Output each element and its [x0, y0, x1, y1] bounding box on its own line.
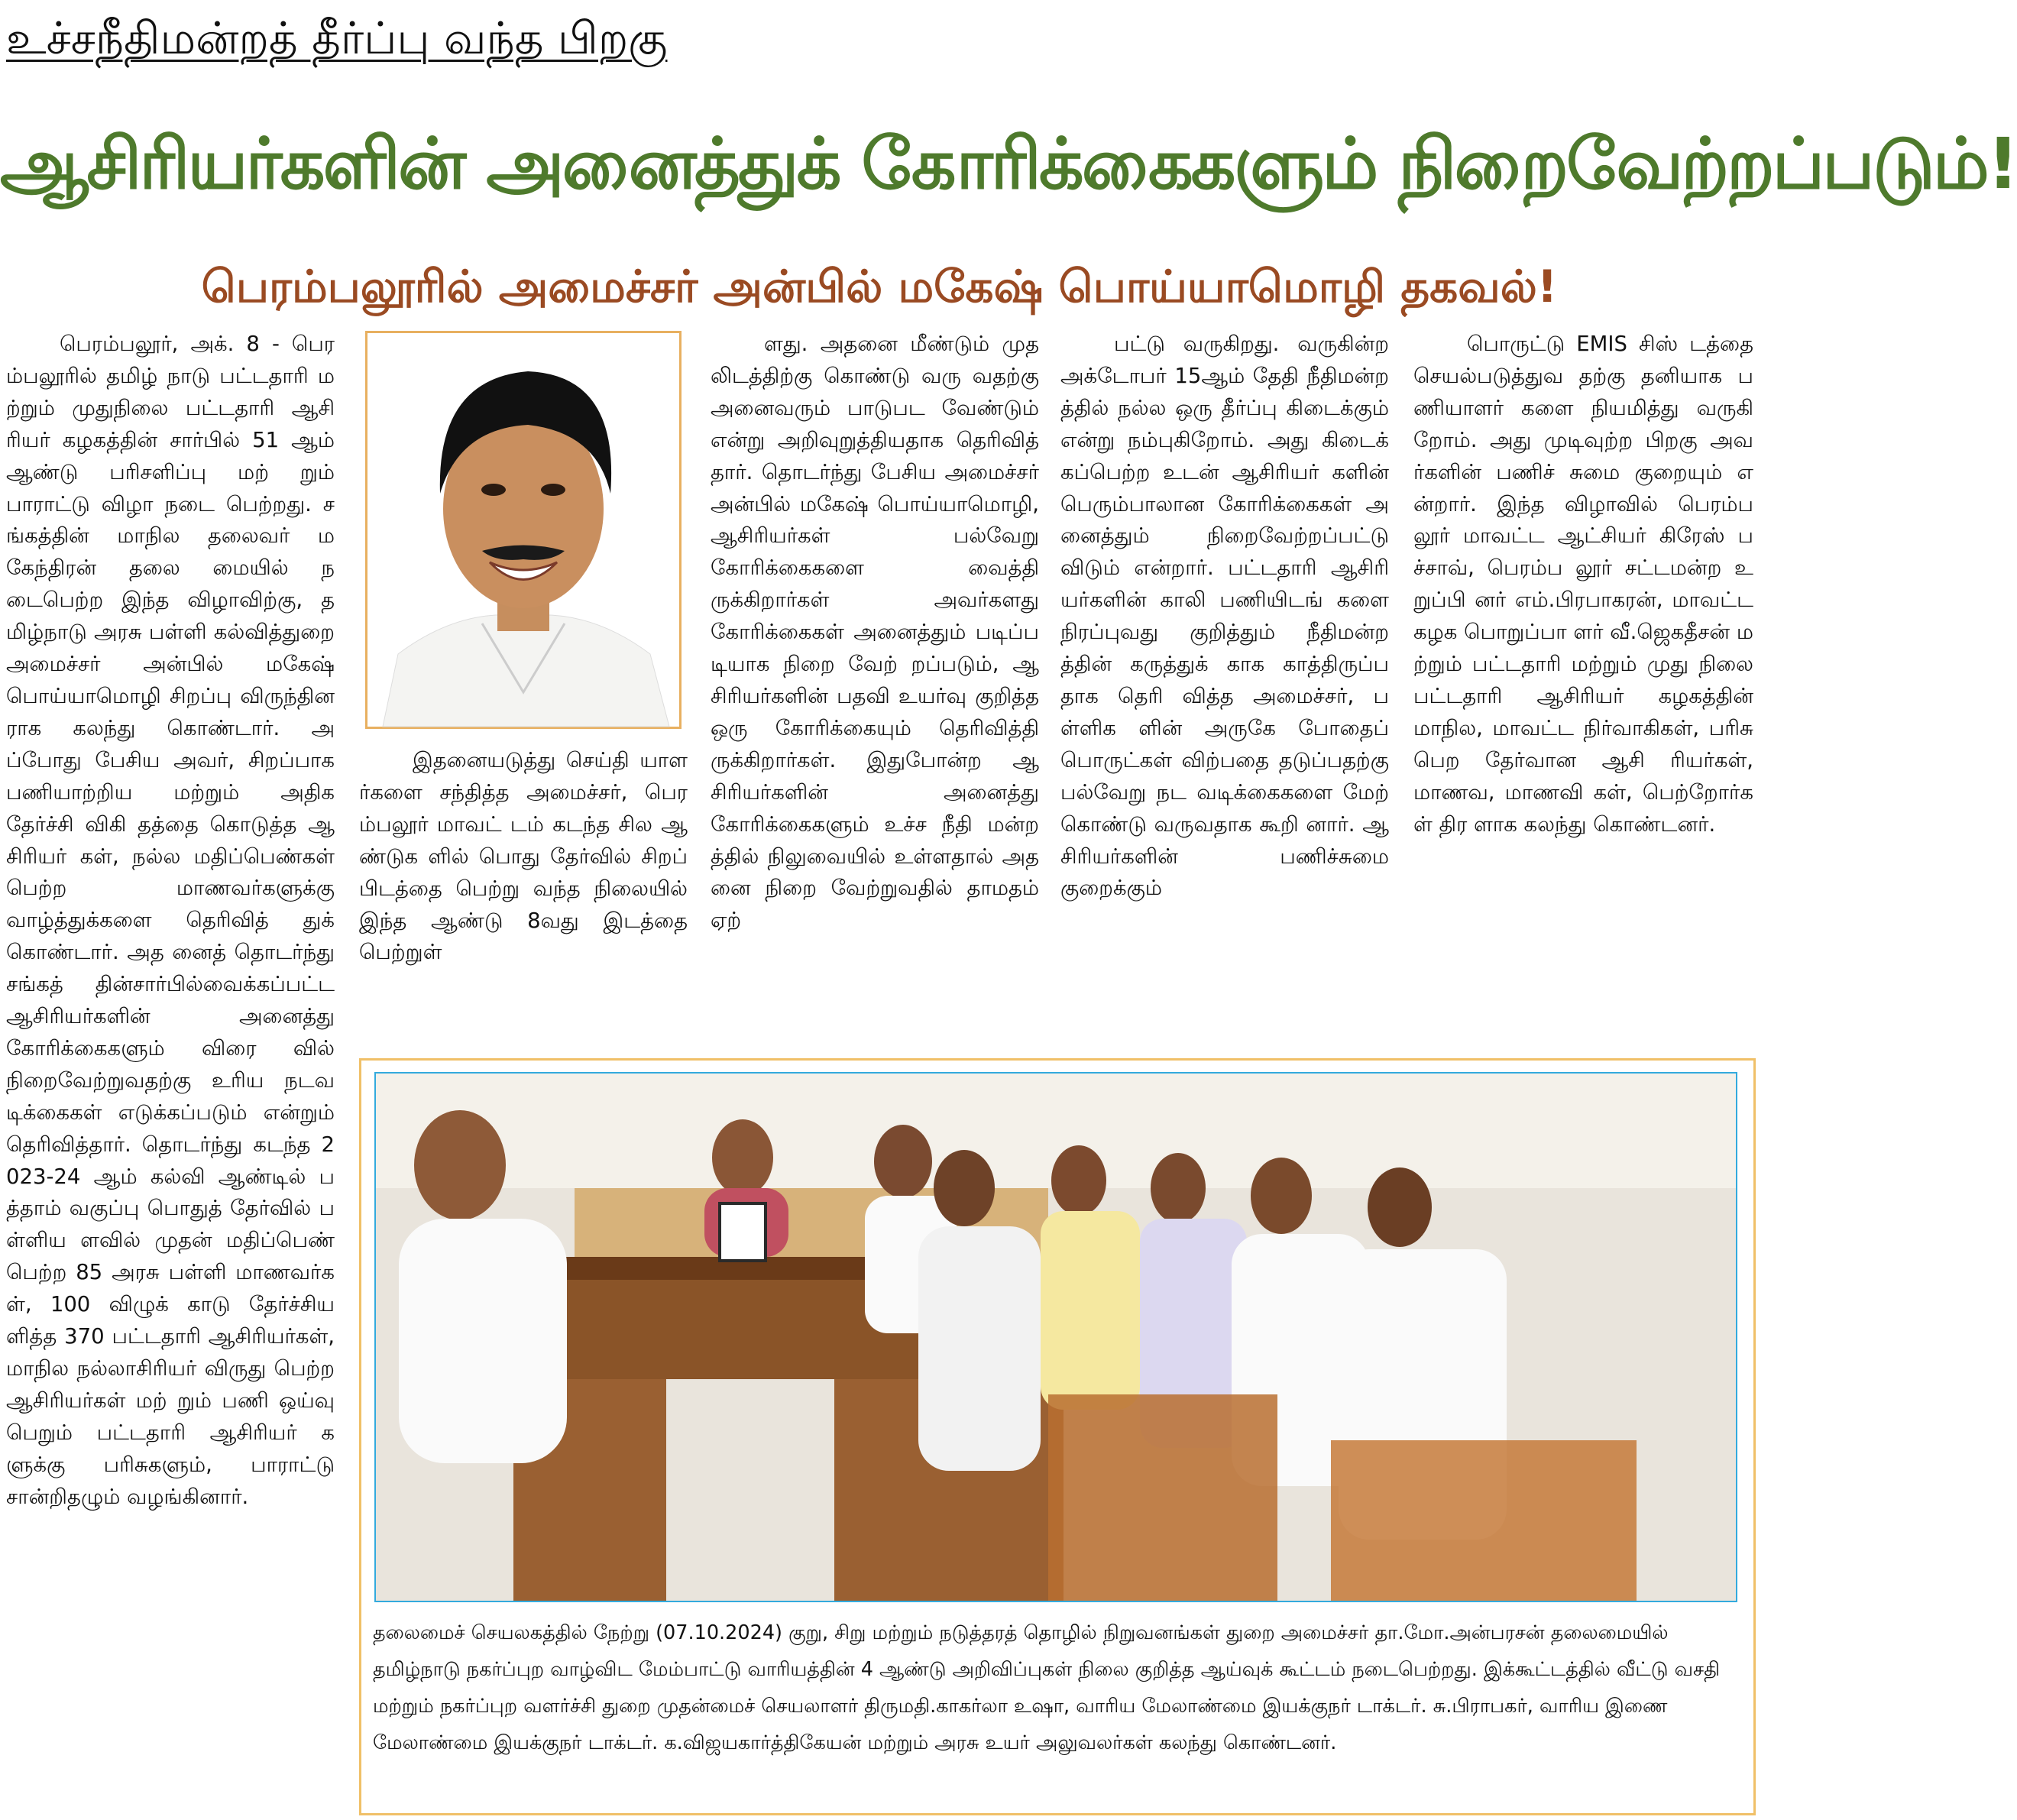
article-column-1: பெரம்பலூர், அக். 8 - பெரம்பலூரில் தமிழ் நாடு பட்டதாரி மற்றும் முதுநிலை பட்டதாரி ஆசி ரியர் கழகத்தின் சார்பில் 51 ஆம் ஆண்டு பரிசளிப்பு மற் றும் பாராட்டு விழா நடை பெற்றது. சங்கத்தின் மாநில தலைவர் மகேந்திரன் தலை மையில் நடைபெற்ற இந்த விழாவிற்கு, தமிழ்நாடு அரசு பள்ளி கல்வித்துறை அமைச்சர் அன்பில் மகேஷ் பொய்யாமொழி சிறப்பு விருந்தினராக கலந்து கொண்டார். அப்போது பேசிய அவர், சிறப்பாக பணியாற்றிய மற்றும் அதிக தேர்ச்சி விகி தத்தை கொடுத்த ஆசிரியர் கள், நல்ல மதிப்பெண்கள் பெற்ற மாணவர்களுக்கு வாழ்த்துக்களை தெரிவித் துக் கொண்டார். அத னைத் தொடர்ந்து சங்கத் தின்சார்பில்வைக்கப்பட்ட ஆசிரியர்களின் அனைத்து கோரிக்கைகளும் விரை வில் நிறைவேற்றுவதற்கு உரிய நடவடிக்கைகள் எடுக்கப்படும் என்றும் தெரிவித்தார். தொடர்ந்து கடந்த 2023-24 ஆம் கல்வி ஆண்டில் பத்தாம் வகுப்பு பொதுத் தேர்வில் பள்ளிய ளவில் முதன் மதிப்பெண் பெற்ற 85 அரசு பள்ளி மாணவர்கள், 100 விழுக் காடு தேர்ச்சியளித்த 370 பட்டதாரி ஆசிரியர்கள், மாநில நல்லாசிரியர் விருது பெற்ற ஆசிரியர்கள் மற் றும் பணி ஒய்வு பெறும் பட்டதாரி ஆசிரியர் களுக்கு பரிசுகளும், பாராட்டு சான்றிதழும் வழங்கினார்.	[6, 332, 335, 1509]
sub-headline: பெரம்பலூரில் அமைச்சர் அன்பில் மகேஷ் பொய்யாமொழி தகவல்!	[201, 261, 1558, 313]
kicker-headline: உச்சநீதிமன்றத் தீர்ப்பு வந்த பிறகு	[6, 12, 668, 64]
meeting-photo	[374, 1072, 1737, 1602]
article-column-5: பொருட்டு EMIS சிஸ் டத்தை செயல்படுத்துவ தற்கு தனியாக பணியாளர் களை நியமித்து வருகி றோம். அது முடிவுற்ற பிறகு அவர்களின் பணிச் சுமை குறையும் என்றார். இந்த விழாவில் பெரம்ப லூர் மாவட்ட ஆட்சியர் கிரேஸ் பச்சாவ், பெரம்ப லூர் சட்டமன்ற உறுப்பி னர் எம்.பிரபாகரன், மாவட்ட கழக பொறுப்பா ளர் வீ.ஜெகதீசன் மற்றும் பட்டதாரி மற்றும் முது நிலை பட்டதாரி ஆசிரியர் கழகத்தின் மாநில, மாவட்ட நிர்வாகிகள், பரிசு பெற தேர்வான ஆசி ரியர்கள், மாணவ, மாணவி கள், பெற்றோர்கள் திர ளாக கலந்து கொண்டனர்.	[1413, 332, 1753, 837]
minister-portrait-photo	[365, 331, 682, 729]
portrait-illustration	[367, 333, 679, 727]
meeting-photo-box	[359, 1058, 1756, 1815]
meeting-photo-illustration	[376, 1074, 1736, 1601]
article-column-3: ளது. அதனை மீண்டும் முத லிடத்திற்கு கொண்டு வரு வதற்கு அனைவரும் பாடுபட வேண்டும் என்று அறிவுறுத்தியதாக தெரிவித் தார். தொடர்ந்து பேசிய அமைச்சர் அன்பில் மகேஷ் பொய்யாமொழி, ஆசிரியர்கள் பல்வேறு கோரிக்கைகளை வைத்தி ருக்கிறார்கள் அவர்களது கோரிக்கைகள் அனைத்தும் படிப்படியாக நிறை வேற் றப்படும், ஆசிரியர்களின் பதவி உயர்வு குறித்த ஒரு கோரிக்கையும் தெரிவித்தி ருக்கிறார்கள். இதுபோன்ற ஆசிரியர்களின் அனைத்து கோரிக்கைகளும் உச்ச நீதி மன்றத்தில் நிலுவையில் உள்ளதால் அதனை நிறை வேற்றுவதில் தாமதம் ஏற்	[711, 332, 1039, 933]
photo-caption: தலைமைச் செயலகத்தில் நேற்று (07.10.2024) குறு, சிறு மற்றும் நடுத்தரத் தொழில் நிறுவனங்கள் துறை அமைச்சர் தா.மோ.அன்பரசன் தலைமையில் தமிழ்நாடு நகர்ப்புற வாழ்விட மேம்பாட்டு வாரியத்தின் 4 ஆண்டு அறிவிப்புகள் நிலை குறித்த ஆய்வுக் கூட்டம் நடைபெற்றது. இக்கூட்டத்தில் வீட்டு வசதி மற்றும் நகர்ப்புற வளர்ச்சி துறை முதன்மைச் செயலாளர் திருமதி.காகர்லா உஷா, வாரிய மேலாண்மை இயக்குநர் டாக்டர். சு.பிராபகர், வாரிய இணை மேலாண்மை இயக்குநர் டாக்டர். க.விஜயகார்த்திகேயன் மற்றும் அரசு உயர் அலுவலர்கள் கலந்து கொண்டனர்.	[373, 1621, 1720, 1754]
main-headline: ஆசிரியர்களின் அனைத்துக் கோரிக்கைகளும் நிறைவேற்றப்படும்!	[0, 123, 2017, 205]
article-column-2: இதனையடுத்து செய்தி யாளர்களை சந்தித்த அமைச்சர், பெரம்பலூர் மாவட் டம் கடந்த சில ஆண்டுக ளில் பொது தேர்வில் சிறப் பிடத்தை பெற்று வந்த நிலையில் இந்த ஆண்டு 8வது இடத்தை பெற்றுள்	[359, 748, 688, 965]
article-column-4: பட்டு வருகிறது. வருகின்ற அக்டோபர் 15ஆம் தேதி நீதிமன்றத்தில் நல்ல ஒரு தீர்ப்பு கிடைக்கும் என்று நம்புகிறோம். அது கிடைக் கப்பெற்ற உடன் ஆசிரியர் களின் பெரும்பாலான கோரிக்கைகள் அனைத்தும் நிறைவேற்றப்பட்டு விடும் என்றார். பட்டதாரி ஆசிரி யர்களின் காலி பணியிடங் களை நிரப்புவது குறித்தும் நீதிமன்றத்தின் கருத்துக் காக காத்திருப்பதாக தெரி வித்த அமைச்சர், பள்ளிக ளின் அருகே போதைப் பொருட்கள் விற்பதை தடுப்பதற்கு பல்வேறு நட வடிக்கைகளை மேற் கொண்டு வருவதாக கூறி னார். ஆசிரியர்களின் பணிச்சுமை குறைக்கும்	[1060, 332, 1389, 901]
